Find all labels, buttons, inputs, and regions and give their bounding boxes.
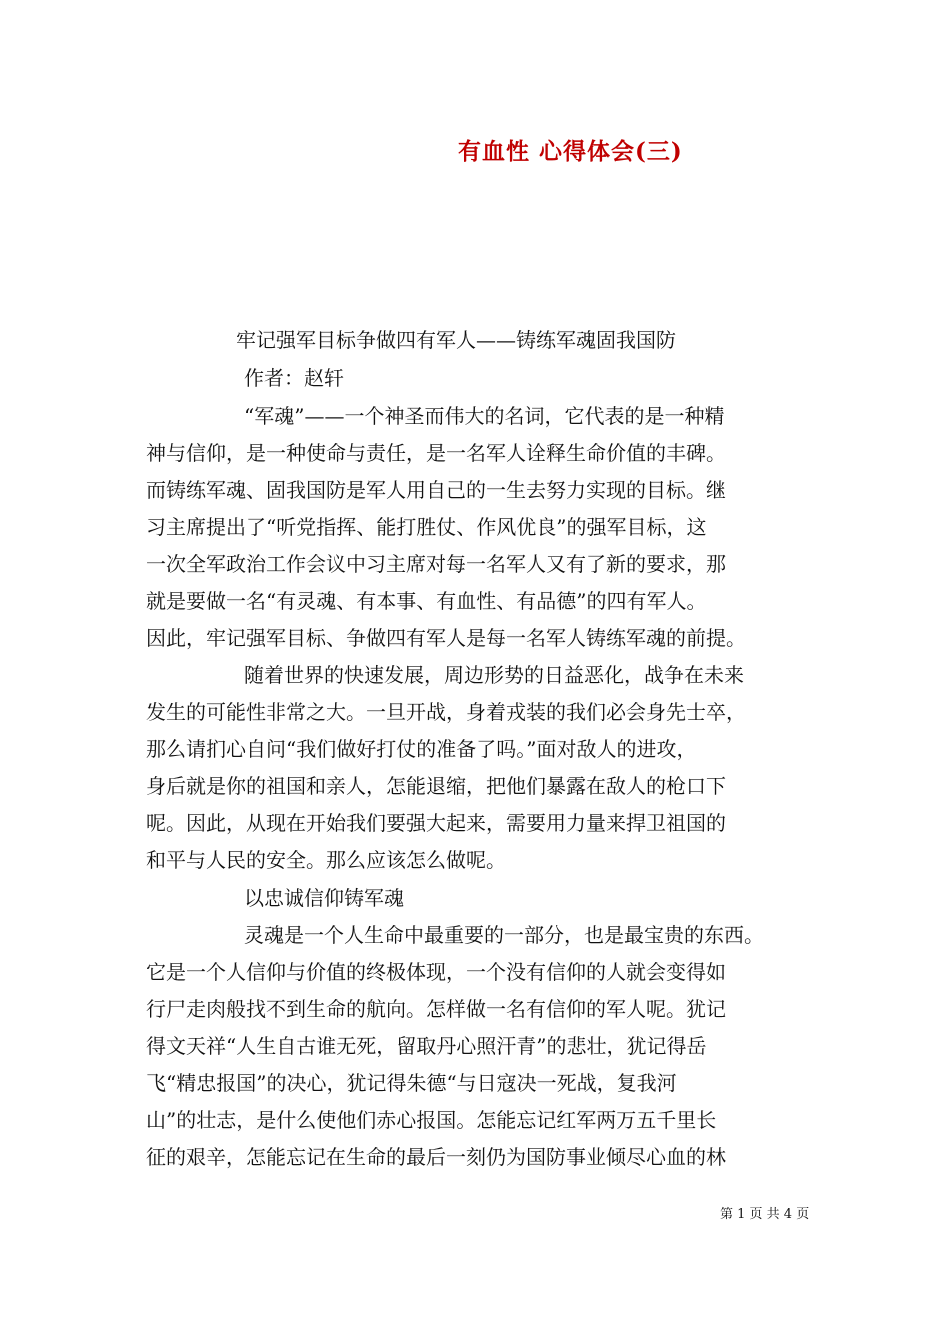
paragraph-line: 随着世界的快速发展，周边形势的日益恶化，战争在未来: [244, 663, 744, 687]
document-title: 有血性 心得体会(三): [458, 138, 683, 165]
paragraph-line: 它是一个人信仰与价值的终极体现，一个没有信仰的人就会变得如: [146, 960, 726, 984]
paragraph-line: 得文天祥“人生自古谁无死，留取丹心照汗青”的悲壮，犹记得岳: [146, 1034, 707, 1058]
paragraph-line: 就是要做一名“有灵魂、有本事、有血性、有品德”的四有军人。: [146, 589, 707, 613]
paragraph-line: 飞“精忠报国”的决心，犹记得朱德“与日寇决一死战，复我河: [146, 1071, 677, 1095]
paragraph-line: 呢。因此，从现在开始我们要强大起来，需要用力量来捍卫祖国的: [146, 811, 726, 835]
paragraph-line: 那么请扪心自问“我们做好打仗的准备了吗。”面对敌人的进攻，: [146, 737, 697, 761]
paragraph-line: 征的艰辛，怎能忘记在生命的最后一刻仍为国防事业倾尽心血的林: [146, 1145, 726, 1169]
article-subtitle: 牢记强军目标争做四有军人——铸练军魂固我国防: [236, 328, 676, 352]
paragraph-line: 习主席提出了“听党指挥、能打胜仗、作风优良”的强军目标，这: [146, 515, 707, 539]
paragraph-line: 身后就是你的祖国和亲人，怎能退缩，把他们暴露在敌人的枪口下: [146, 774, 726, 798]
paragraph-line: 发生的可能性非常之大。一旦开战，身着戎装的我们必会身先士卒，: [146, 700, 746, 724]
paragraph-line: 因此，牢记强军目标、争做四有军人是每一名军人铸练军魂的前提。: [146, 626, 746, 650]
paragraph-line: 山”的壮志，是什么使他们赤心报国。怎能忘记红军两万五千里长: [146, 1108, 717, 1132]
paragraph-line: 和平与人民的安全。那么应该怎么做呢。: [146, 848, 506, 872]
paragraph-line: 神与信仰，是一种使命与责任，是一名军人诠释生命价值的丰碑。: [146, 441, 726, 465]
paragraph-line: 而铸练军魂、固我国防是军人用自己的一生去努力实现的目标。继: [146, 478, 726, 502]
page-footer: 第 1 页 共 4 页: [720, 1207, 810, 1222]
section-heading: 以忠诚信仰铸军魂: [244, 886, 404, 910]
author-line: 作者：赵轩: [244, 366, 344, 390]
paragraph-line: 一次全军政治工作会议中习主席对每一名军人又有了新的要求，那: [146, 552, 726, 576]
paragraph-line: 行尸走肉般找不到生命的航向。怎样做一名有信仰的军人呢。犹记: [146, 997, 726, 1021]
paragraph-line: 灵魂是一个人生命中最重要的一部分，也是最宝贵的东西。: [244, 923, 764, 947]
paragraph-line: “军魂”——一个神圣而伟大的名词，它代表的是一种精: [244, 404, 725, 428]
